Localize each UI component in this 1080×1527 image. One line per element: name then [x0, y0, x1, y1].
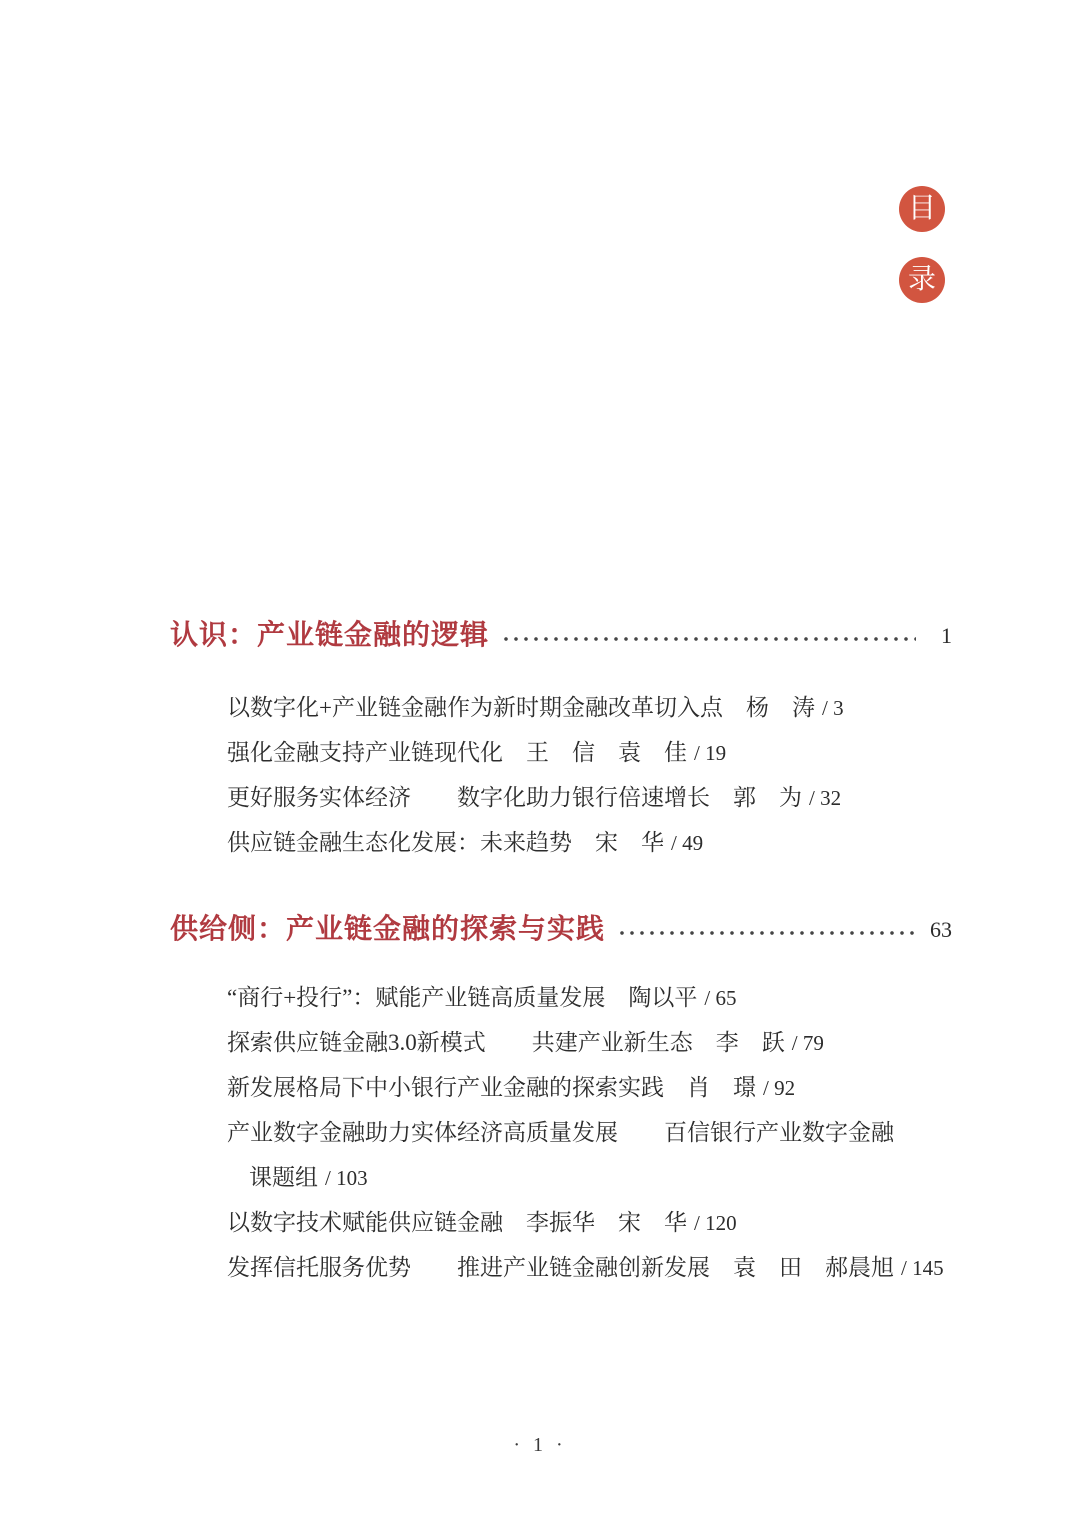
toc-entry [227, 1245, 952, 1290]
dot-leader-decoration [617, 930, 916, 936]
toc-corner-badge [899, 186, 945, 232]
toc-entry [227, 1155, 952, 1200]
toc-entry [227, 820, 952, 865]
corner-badge-char: 目 [907, 193, 936, 224]
toc-entry [227, 1110, 952, 1155]
entry-page-number: / 65 [704, 986, 737, 1010]
entry-page-number: / 92 [763, 1076, 796, 1100]
toc [170, 617, 952, 1290]
page-footer [0, 1434, 1080, 1457]
section-page-number: 1 [941, 623, 952, 648]
corner-mark [899, 186, 945, 303]
entry-page-number: / 3 [821, 696, 844, 720]
entry-text: 课题组 [249, 1165, 318, 1190]
toc-entry [227, 1065, 952, 1110]
entry-text: 产业数字金融助力实体经济高质量发展 百信银行产业数字金融 [227, 1120, 894, 1145]
entry-page-number: / 103 [325, 1166, 368, 1190]
entry-list [227, 975, 952, 1290]
section-heading [170, 617, 952, 655]
section-title: 认识：产业链金融的逻辑 [170, 620, 490, 651]
dot-leader-decoration [501, 636, 916, 642]
entry-text: 新发展格局下中小银行产业金融的探索实践 肖 璟 [227, 1075, 756, 1100]
entry-page-number: / 19 [694, 741, 727, 765]
entry-page-number: / 49 [671, 831, 704, 855]
entry-page-number: / 145 [901, 1256, 944, 1280]
entry-text: 以数字化+产业链金融作为新时期金融改革切入点 杨 涛 [227, 695, 815, 720]
entry-list [227, 685, 952, 865]
entry-text: 发挥信托服务优势 推进产业链金融创新发展 袁 田 郝晨旭 [227, 1255, 894, 1280]
entry-page-number: / 32 [809, 786, 842, 810]
section-heading [170, 911, 952, 949]
toc-entry [227, 975, 952, 1020]
entry-page-number: / 79 [791, 1031, 824, 1055]
entry-text: 以数字技术赋能供应链金融 李振华 宋 华 [227, 1210, 687, 1235]
section-title: 供给侧：产业链金融的探索与实践 [170, 914, 606, 945]
toc-entry [227, 775, 952, 820]
toc-entry [227, 730, 952, 775]
entry-page-number: / 120 [694, 1211, 737, 1235]
footer-page-number: · 1 · [513, 1434, 567, 1456]
entry-text: “商行+投行”：赋能产业链高质量发展 陶以平 [227, 985, 698, 1010]
section-page-number: 63 [930, 917, 952, 942]
toc-corner-badge [899, 257, 945, 303]
corner-badge-char: 录 [907, 264, 936, 295]
toc-section [170, 911, 952, 1290]
toc-section [170, 617, 952, 865]
toc-entry [227, 1020, 952, 1065]
entry-text: 供应链金融生态化发展：未来趋势 宋 华 [227, 830, 664, 855]
entry-text: 探索供应链金融3.0新模式 共建产业新生态 李 跃 [227, 1030, 785, 1055]
entry-text: 更好服务实体经济 数字化助力银行倍速增长 郭 为 [227, 785, 802, 810]
toc-entry [227, 685, 952, 730]
toc-entry [227, 1200, 952, 1245]
entry-text: 强化金融支持产业链现代化 王 信 袁 佳 [227, 740, 687, 765]
